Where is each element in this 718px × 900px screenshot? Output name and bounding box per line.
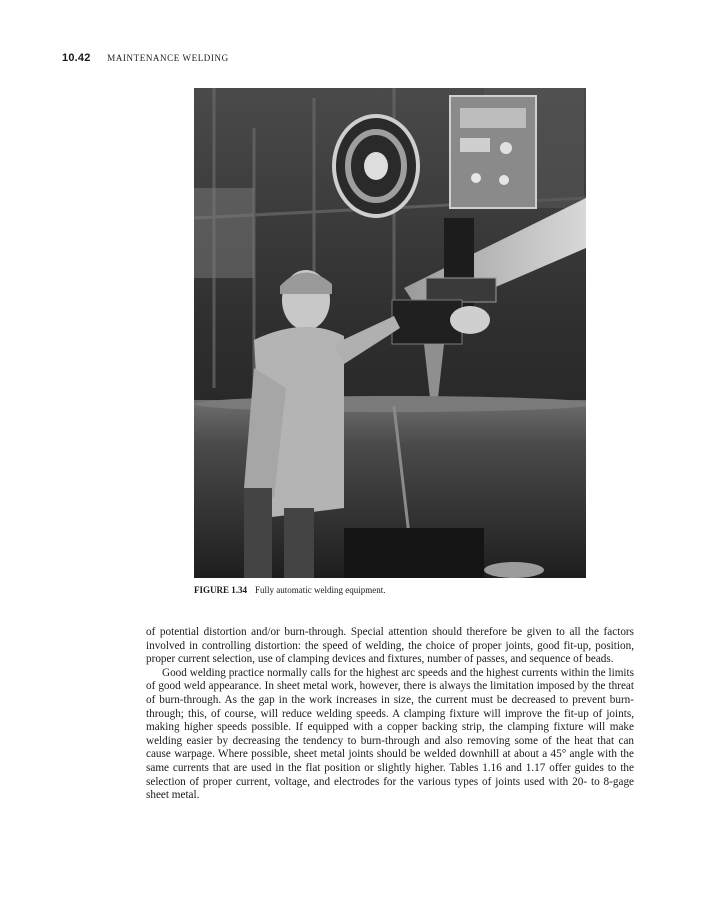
paragraph-welding-practice: Good welding practice normally calls for the highest arc speeds and the highest currents within the limits of good weld appearance. In sheet metal work, however, there is always the limitation imposed by the threat of burn-through. As the gap in the work increases in size, the current must be decreased to prevent burn-through; this, of course, will reduce welding speeds. A clamping fixture will improve the fit-up of joints, making higher speeds possible. If equipped with a copper backing strip, the clamping fixture will make welding easier by decreasing the tendency to burn-through and also removing some of the heat that can cause warpage. Where possible, sheet metal joints should be welded downhill at about a 45° angle with the same currents that are used in the flat position or slightly higher. Tables 1.16 and 1.17 offer guides to the selection of proper current, voltage, and electrodes for the various types of joints used with 20- to 8-gage sheet metal. [146,666,634,802]
welding-photo [194,88,586,578]
paragraph-continued: of potential distortion and/or burn-through. Special attention should therefore be given to all the factors involved in controlling distortion: the speed of welding, the choice of proper joints, good fit-up, position, proper current selection, use of clamping devices and fixtures, number of passes, and sequence of beads. [146,626,634,666]
figure-label: FIGURE 1.34 [194,585,248,595]
figure-caption-text: Fully automatic welding equipment. [255,585,386,595]
section-title: MAINTENANCE WELDING [107,53,229,63]
body-text [146,626,634,803]
running-head [62,52,229,64]
page-number: 10.42 [62,52,91,64]
figure-caption [194,585,386,595]
